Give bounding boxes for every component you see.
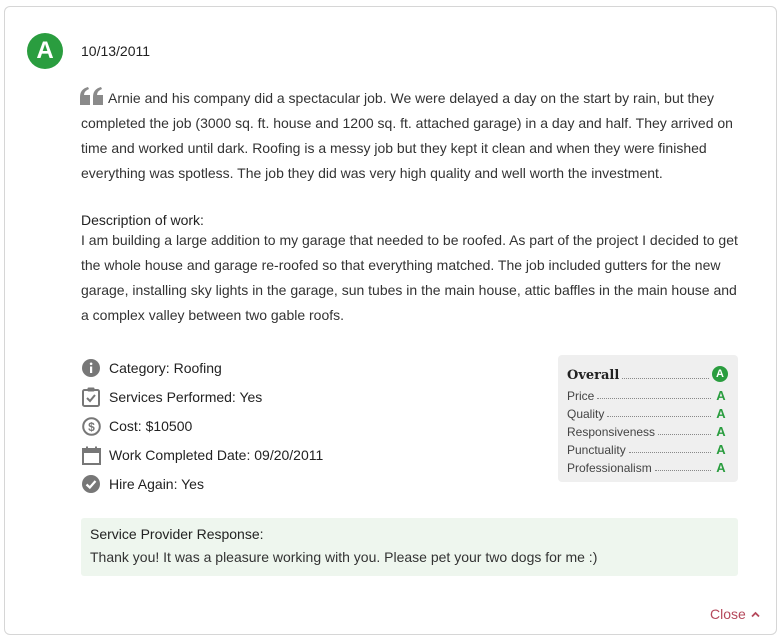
rating-responsiveness-label: Responsiveness xyxy=(567,425,656,439)
service-provider-response xyxy=(81,518,738,576)
info-icon xyxy=(81,358,101,378)
close-button[interactable] xyxy=(710,606,760,622)
response-heading: Service Provider Response: xyxy=(90,526,264,542)
rating-price-label: Price xyxy=(567,389,595,403)
overall-grade-badge: A xyxy=(27,33,63,69)
rating-overall-label: Overall xyxy=(567,368,620,383)
detail-hire-again-text: Hire Again: Yes xyxy=(109,476,204,492)
detail-services-performed-text: Services Performed: Yes xyxy=(109,389,263,405)
review-card xyxy=(4,6,777,635)
detail-cost-text: Cost: $10500 xyxy=(109,418,193,434)
review-text: Arnie and his company did a spectacular job. We were delayed a day on the start by rain, but they completed the job (3000 sq. ft. house and 1200 sq. ft. attached garage) in a day and half. They arrived on time and worked until dark. Roofing is a messy job but they kept it clean and when they were finished everything was spotless. The job they did was very high quality and well worth the investment. xyxy=(81,90,733,181)
detail-work-completed-date xyxy=(81,444,323,466)
ratings-panel xyxy=(558,355,738,482)
dollar-icon xyxy=(81,416,101,436)
svg-text:$: $ xyxy=(87,419,95,434)
description-text: I am building a large addition to my garage that needed to be roofed. As part of the project I decided to get the whole house and garage re-roofed so that everything matched. The job included gutters for the new garage, installing sky lights in the garage, sun tubes in the main house, attic baffles in the main house and a complex valley between two gable roofs. xyxy=(81,232,738,323)
rating-quality-label: Quality xyxy=(567,407,605,421)
chevron-up-icon xyxy=(751,611,760,618)
checkmark-icon xyxy=(81,474,101,494)
description-heading: Description of work: xyxy=(81,212,204,228)
rating-overall xyxy=(567,363,728,383)
rating-responsiveness-grade: A xyxy=(716,424,726,439)
close-label: Close xyxy=(710,606,746,622)
rating-professionalism xyxy=(567,457,728,475)
rating-punctuality xyxy=(567,439,728,457)
clipboard-check-icon xyxy=(81,387,101,407)
rating-responsiveness xyxy=(567,421,728,439)
review-date: 10/13/2011 xyxy=(81,43,151,59)
rating-price xyxy=(567,385,728,403)
detail-cost xyxy=(81,415,192,437)
detail-category-text: Category: Roofing xyxy=(109,360,222,376)
response-text: Thank you! It was a pleasure working with you. Please pet your two dogs for me :) xyxy=(90,549,598,565)
rating-quality-grade: A xyxy=(716,406,726,421)
detail-category xyxy=(81,357,222,379)
rating-punctuality-grade: A xyxy=(716,442,726,457)
detail-services-performed xyxy=(81,386,262,408)
rating-quality xyxy=(567,403,728,421)
rating-professionalism-label: Professionalism xyxy=(567,461,652,475)
rating-overall-grade: A xyxy=(712,366,728,382)
detail-hire-again xyxy=(81,473,204,495)
rating-price-grade: A xyxy=(716,388,726,403)
rating-punctuality-label: Punctuality xyxy=(567,443,626,457)
calendar-icon xyxy=(81,445,101,465)
rating-professionalism-grade: A xyxy=(716,460,726,475)
detail-work-completed-date-text: Work Completed Date: 09/20/2011 xyxy=(109,447,324,463)
